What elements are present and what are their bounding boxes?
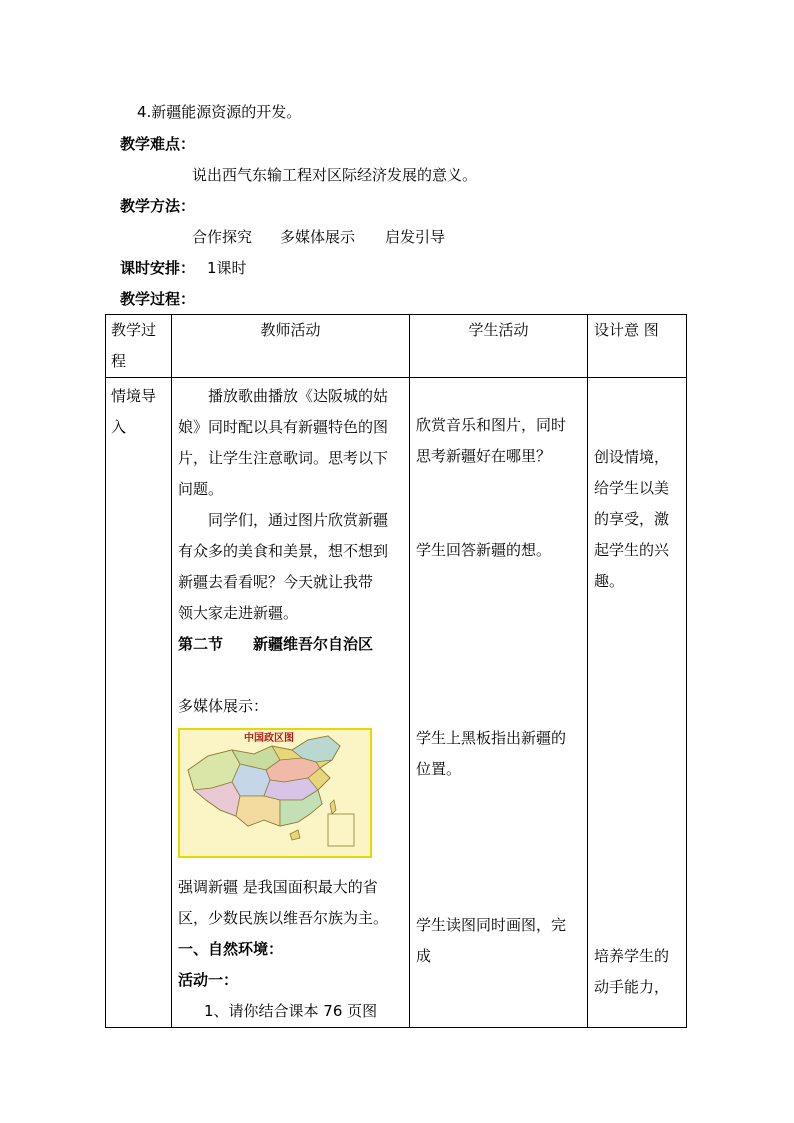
china-political-map bbox=[178, 728, 372, 858]
process-label: 教学过程： bbox=[120, 290, 196, 308]
student-activity-cell bbox=[410, 378, 588, 1028]
header-intent: 设计意 图 bbox=[588, 315, 687, 378]
teacher-text: 同学们，通过图片欣赏新疆 bbox=[208, 511, 389, 529]
header-teacher: 教师活动 bbox=[172, 315, 410, 378]
header-stage-line2: 程 bbox=[111, 352, 127, 370]
teacher-text: 区，少数民族以维吾尔族为主。 bbox=[178, 909, 389, 927]
intent-text: 创设情境， bbox=[594, 448, 670, 466]
teacher-text: 有众多的美食和美景，想不想到 bbox=[178, 542, 389, 560]
header-student: 学生活动 bbox=[410, 315, 588, 378]
schedule-value: 1课时 bbox=[207, 259, 247, 277]
map-inset-frame bbox=[328, 814, 354, 846]
student-text: 学生回答新疆的想。 bbox=[416, 541, 552, 559]
intent-text: 趣。 bbox=[594, 572, 625, 590]
header-stage-line1: 教学过 bbox=[111, 321, 157, 339]
table-header-row bbox=[106, 315, 687, 378]
student-text: 学生上黑板指出新疆的 bbox=[416, 729, 567, 747]
section-title: 第二节 新疆维吾尔自治区 bbox=[178, 635, 374, 653]
map-image bbox=[180, 730, 370, 856]
method-3: 启发引导 bbox=[385, 228, 446, 246]
teacher-text: 娘》同时配以具有新疆特色的图 bbox=[178, 418, 389, 436]
media-label: 多媒体展示： bbox=[178, 697, 269, 715]
teacher-text: 强调新疆 是我国面积最大的省 bbox=[178, 878, 378, 896]
method-label: 教学方法： bbox=[120, 197, 196, 215]
intent-text: 给学生以美 bbox=[594, 479, 670, 497]
intent-text: 动手能力， bbox=[594, 978, 670, 996]
table-row bbox=[106, 378, 687, 1028]
student-text: 欣赏音乐和图片，同时 bbox=[416, 416, 567, 434]
student-text: 位置。 bbox=[416, 760, 462, 778]
difficulty-label: 教学难点： bbox=[120, 135, 196, 153]
schedule-label: 课时安排： bbox=[120, 259, 196, 277]
objective-item-4: 4.新疆能源资源的开发。 bbox=[137, 103, 302, 121]
student-text: 成 bbox=[416, 947, 432, 965]
map-title: 中国政区图 bbox=[244, 733, 294, 744]
intent-text: 起学生的兴 bbox=[594, 541, 670, 559]
design-intent-cell bbox=[588, 378, 687, 1028]
stage-line1: 情境导 bbox=[111, 387, 157, 405]
teacher-text: 问题。 bbox=[178, 480, 224, 498]
difficulty-text: 说出西气东输工程对区际经济发展的意义。 bbox=[192, 166, 478, 184]
stage-cell bbox=[106, 378, 172, 1028]
header-stage bbox=[106, 315, 172, 378]
teacher-activity-cell bbox=[172, 378, 410, 1028]
method-2: 多媒体展示 bbox=[280, 228, 356, 246]
teacher-text: 1、请你结合课本 76 页图 bbox=[204, 1002, 378, 1020]
teacher-text: 新疆去看看呢？今天就让我带 bbox=[178, 573, 374, 591]
activity-heading: 活动一： bbox=[178, 971, 239, 989]
teacher-text: 片，让学生注意歌词。思考以下 bbox=[178, 449, 389, 467]
student-text: 学生读图同时画图，完 bbox=[416, 916, 567, 934]
student-text: 思考新疆好在哪里？ bbox=[416, 447, 552, 465]
section-heading: 一、自然环境： bbox=[178, 940, 284, 958]
map-island bbox=[290, 830, 300, 840]
blank-line bbox=[178, 660, 405, 691]
method-1: 合作探究 bbox=[192, 228, 253, 246]
stage-line2: 入 bbox=[111, 418, 127, 436]
teacher-text: 领大家走进新疆。 bbox=[178, 604, 299, 622]
map-region bbox=[236, 796, 280, 826]
lesson-process-table bbox=[105, 314, 687, 1028]
teacher-text: 播放歌曲播放《达阪城的姑 bbox=[208, 387, 389, 405]
map-island bbox=[330, 800, 336, 814]
intent-text: 的享受，激 bbox=[594, 510, 670, 528]
intent-text: 培养学生的 bbox=[594, 947, 670, 965]
